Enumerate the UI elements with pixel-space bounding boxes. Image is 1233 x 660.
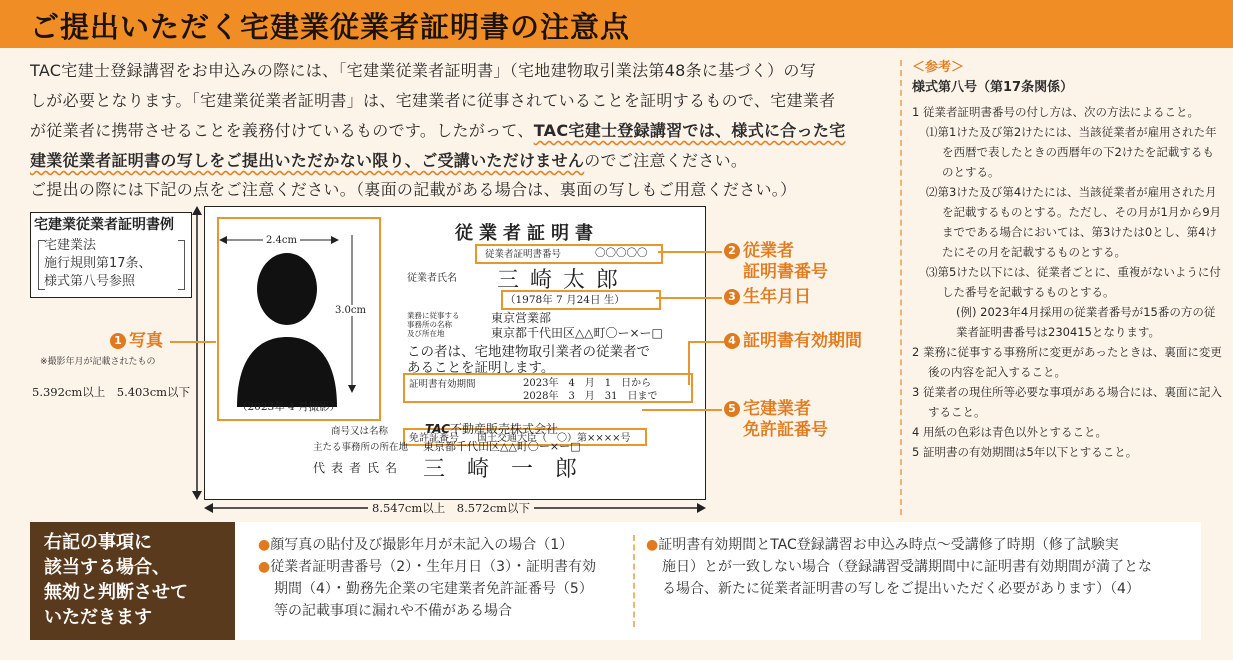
certificate-card — [204, 206, 706, 500]
example-title: 宅建業従業者証明書例 — [34, 217, 174, 233]
reference-label: ＜参考＞ — [912, 60, 965, 75]
reference-item-3: 3 従業者の現住所等必要な事項がある場合には、裏面に記入すること。 — [912, 385, 1222, 419]
callout-photo: 1 写真 — [110, 331, 163, 352]
example-reference-text: 宅建業法 施行規則第17条、 様式第八号参照 — [44, 238, 152, 289]
photo-note: ※撮影年月が記載されたもの — [40, 357, 156, 367]
reference-item-1-2: ⑵第3けた及び第4けたには、当該従業者が雇用された月を記載するものとする。ただし、その月が1月から9月までである場合においては、第3けたは0とし、第4けたにその月を記載するものとする。 — [926, 185, 1222, 259]
license-label: 免許証番号 — [409, 433, 459, 444]
condition-1: ●顔写真の貼付及び撮影年月が未記入の場合（1） — [258, 537, 574, 553]
invalid-heading: 右記の事項に 該当する場合、 無効と判断させて いただきます — [44, 532, 188, 628]
intro-line-5: ご提出の際には下記の点をご注意ください。（裏面の記載がある場合は、裏面の写しもご用意ください。） — [30, 180, 797, 199]
callout-license: 5 宅建業者 免許証番号 — [724, 399, 828, 441]
reference-item-2: 2 業務に従事する事務所に変更があったときは、裏面に変更後の内容を記入すること。 — [912, 345, 1222, 379]
company-label: 商号又は名称 — [331, 426, 389, 437]
example-bracket-right — [178, 240, 185, 290]
reference-panel — [912, 58, 1222, 462]
reference-example: (例) 2023年4月採用の従業者番号が15番の方の従業者証明書番号は230415となります。 — [956, 305, 1216, 339]
birth-date: （1978年 7 月24日 生） — [505, 294, 625, 306]
statement-line-2: あることを証明します。 — [407, 360, 555, 376]
vertical-size-label: 5.392cm以上 5.403cm以下 — [32, 385, 191, 399]
representative-label: 代表者氏名 — [313, 461, 404, 475]
representative-name: 三 崎 一 郎 — [423, 457, 578, 482]
office-address: 東京都千代田区△△町〇ー×ー□ — [491, 326, 663, 340]
intro-line-3-plain: が従業者に携帯させることを義務付けているものです。したがって、 — [30, 121, 534, 140]
photo-caption: （2023年 4 月撮影） — [237, 401, 341, 413]
intro-line-1: TAC宅建士登録講習をお申込みの際には、「宅建業従業者証明書」（宅地建物取引業法第48条に基づく）の写 — [30, 61, 817, 80]
reference-item-1: 1 従業者証明書番号の付し方は、次の方法によること。 — [912, 105, 1199, 119]
photo-width-label: 2.4cm — [263, 235, 300, 246]
conditions-divider — [633, 535, 635, 627]
employee-name-label: 従業者氏名 — [407, 273, 457, 284]
callout-number: 2 従業者 証明書番号 — [724, 241, 828, 283]
condition-2-line-2: 期間（4）・勤務先企業の宅建業者免許証番号（5） — [274, 581, 593, 597]
reference-item-5: 5 証明書の有効期間は5年以下とすること。 — [912, 445, 1138, 459]
company-name-line: TAC不動産販売株式会社 — [425, 422, 558, 436]
intro-line-2: しが必要となります。「宅建業従業者証明書」は、宅建業者に従事されていることを証明するもので、宅建業者 — [30, 91, 836, 110]
number-leader-line — [658, 251, 722, 253]
intro-line-4-emphasis: 建業従業者証明書の写しをご提出いただかない限り、ご受講いただけません — [30, 151, 585, 170]
condition-3-line-2: 施日）とが一致しない場合（登録講習受講期間中に証明書有効期間が満了とな — [662, 559, 1152, 575]
validity-to: 2028年 3 月 31 日まで — [523, 391, 658, 402]
condition-2: ●従業者証明書番号（2）・生年月日（3）・証明書有効 — [258, 559, 597, 575]
condition-2-line-3: 等の記載事項に漏れや不備がある場合 — [274, 603, 512, 619]
certificate-number-label: 従業者証明書番号 — [485, 249, 562, 260]
intro-line-4 — [30, 148, 747, 171]
certificate-title: 従業者証明書 — [455, 223, 599, 244]
vertical-size-arrow — [190, 206, 204, 500]
validity-label: 証明書有効期間 — [409, 379, 476, 390]
main-office-address: 東京都千代田区△△町〇ー×ー□ — [423, 440, 581, 453]
employee-name-value: 三 崎 太 郎 — [497, 268, 620, 293]
validity-leader-line — [688, 341, 724, 385]
photo-height-label: 3.0cm — [335, 305, 366, 316]
reference-item-4: 4 用紙の色彩は青色以外とすること。 — [912, 425, 1107, 439]
validity-from: 2023年 4 月 1 日から — [523, 378, 652, 389]
office-name: 東京営業部 — [491, 311, 552, 325]
condition-list-right — [646, 534, 1191, 600]
reference-item-1-3: ⑶第5けた以下には、従業者ごとに、重複がないように付した番号を記載するものとする。 — [926, 265, 1221, 299]
intro-line-4-plain: のでご注意ください。 — [584, 151, 748, 170]
intro-line-3 — [30, 118, 846, 141]
intro-line-3-emphasis: TAC宅建士登録講習では、様式に合った宅 — [533, 121, 846, 140]
statement-line-1: この者は、宅地建物取引業者の従業者で — [407, 344, 650, 360]
condition-list-left — [258, 534, 628, 622]
condition-3-line-3: る場合、新たに従業者証明書の写しをご提出いただく必要があります）（4） — [662, 581, 1140, 597]
callout-validity: 4 証明書有効期間 — [724, 331, 862, 352]
condition-3: ●証明書有効期間とTAC登録講習お申込み時点～受講修了時期（修了試験実 — [646, 537, 1119, 553]
license-leader-line — [642, 409, 722, 411]
reference-item-1-1: ⑴第1けた及び第2けたには、当該従業者が雇用された年を西暦で表したときの西暦年の下2けたを記載するものとする。 — [926, 125, 1217, 179]
callout-birth: 3 生年月日 — [724, 287, 811, 308]
license-value: 国土交通大臣（ 〇）第××××号 — [477, 433, 631, 444]
photo-leader-line — [170, 341, 216, 343]
birth-leader-line — [656, 297, 722, 299]
main-office-label: 主たる事務所の所在地 — [313, 442, 409, 453]
page-title: ご提出いただく宅建業従業者証明書の注意点 — [30, 10, 631, 44]
office-label: 業務に従事する 事務所の名称 及び所在地 — [407, 311, 460, 338]
tac-logo: TAC — [425, 422, 450, 436]
reference-title: 様式第八号（第17条関係） — [912, 80, 1074, 95]
certificate-number-value: 〇〇〇〇〇 — [595, 247, 648, 259]
horizontal-size-label: 8.547cm以上 8.572cm以下 — [368, 500, 534, 516]
reference-divider — [900, 60, 902, 515]
